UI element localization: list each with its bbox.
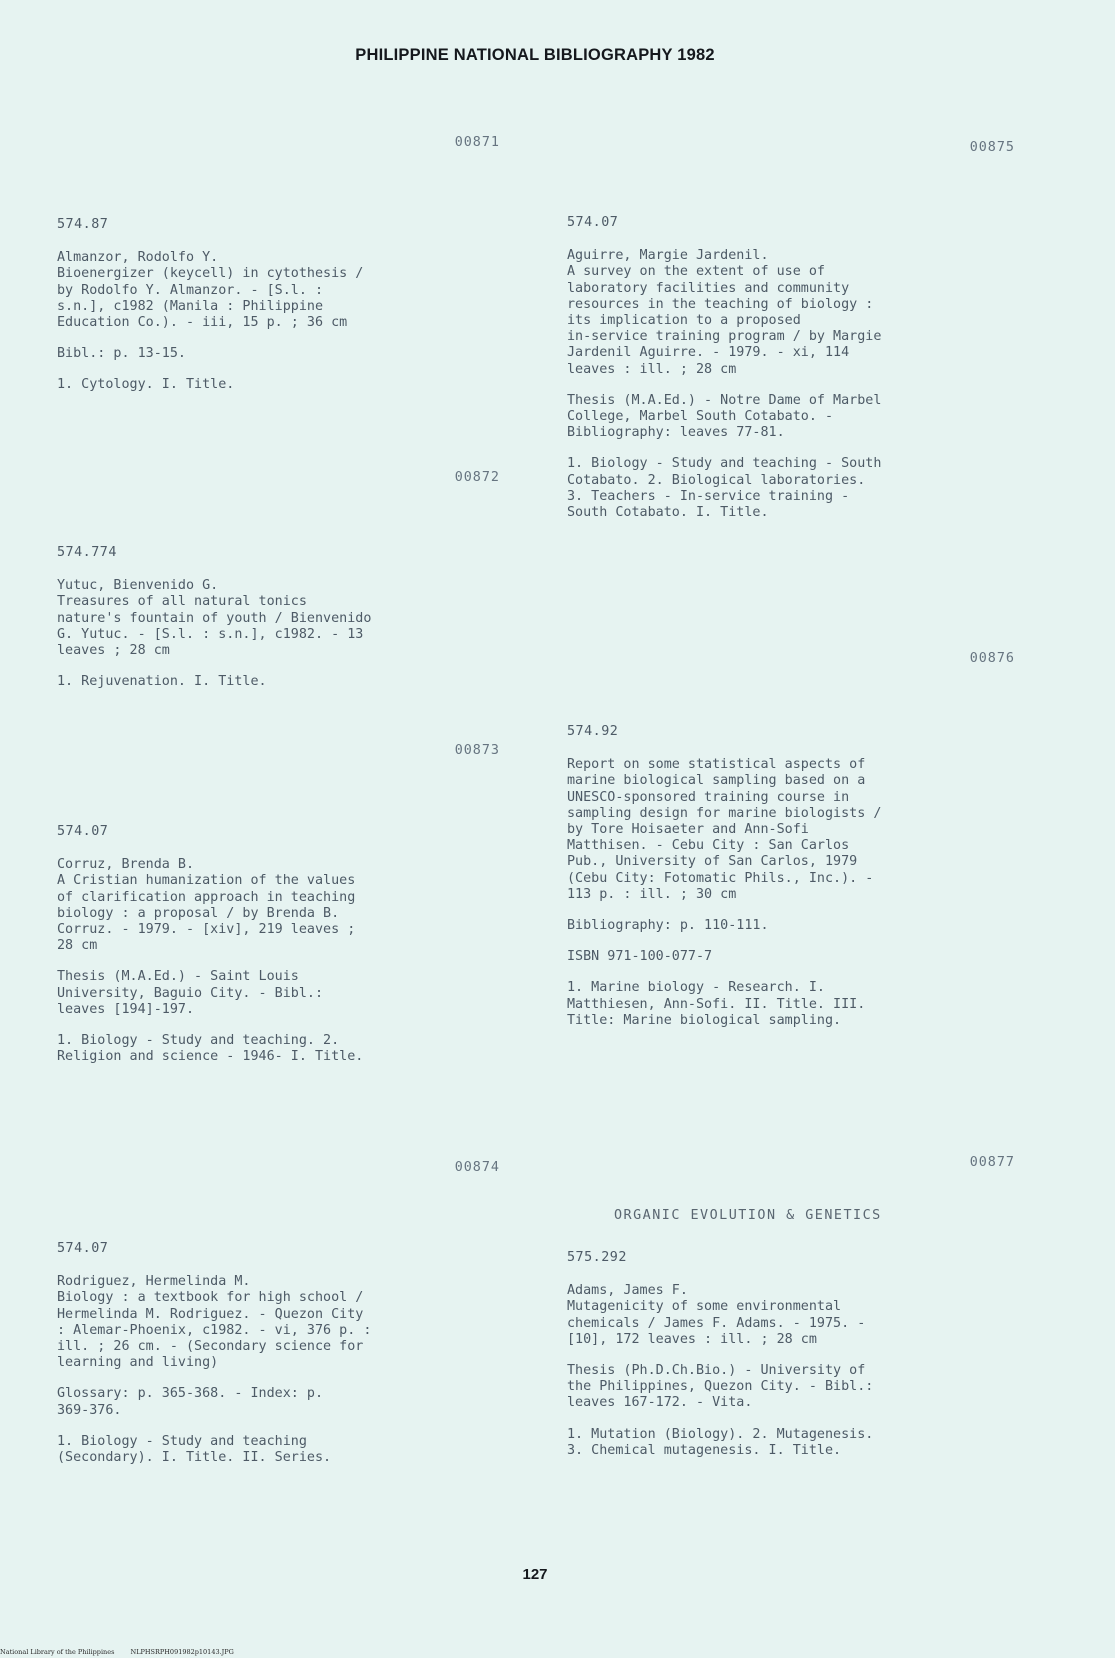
entry-number: 00875	[969, 140, 1015, 155]
entry-subjects: 1. Biology - Study and teaching. 2. Religion and science - 1946- I. Title.	[57, 1033, 364, 1065]
entry-number: 00873	[454, 743, 500, 758]
catalog-entry	[57, 545, 527, 690]
entry-subjects: 1. Biology - Study and teaching (Secondary). I. Title. II. Series.	[57, 1433, 332, 1466]
page-header: PHILIPPINE NATIONAL BIBLIOGRAPHY 1982	[355, 46, 715, 64]
footer-filename: NLPHSRPH091982p10143.JPG	[130, 1648, 234, 1656]
entry-subjects: 1. Mutation (Biology). 2. Mutagenesis. 3. Chemical mutagenesis. I. Title.	[567, 1426, 874, 1458]
catalog-entry	[567, 215, 1057, 521]
classification-number: 574.07	[567, 215, 619, 230]
entry-description: Almanzor, Rodolfo Y. Bioenergizer (keycell) in cytothesis / by Rodolfo Y. Almanzor. - [S.l. : s.n.], c1982 (Manila : Philippine Education Co.). - iii, 15 p. ; 36 cm	[57, 250, 364, 331]
entry-description: Adams, James F. Mutagenicity of some environmental chemicals / James F. Adams. - 1975. - [10], 172 leaves : ill. ; 28 cm	[567, 1283, 866, 1347]
catalog-entry	[567, 1250, 1057, 1459]
classification-number: 575.292	[567, 1250, 627, 1265]
page-number: 127	[522, 1566, 548, 1583]
entry-description: Corruz, Brenda B. A Cristian humanization of the values of clarification approach in teaching biology : a proposal / by Brenda B. Corruz. - 1979. - [xiv], 219 leaves ; 28 cm	[57, 857, 356, 954]
footer-library: National Library of the Philippines	[0, 1648, 115, 1656]
entry-description: Rodriguez, Hermelinda M. Biology : a textbook for high school / Hermelinda M. Rodriguez. - Quezon City : Alemar-Phoenix, c1982. - vi, 376 p. : ill. ; 26 cm. - (Secondary science for learning and living)	[57, 1274, 372, 1371]
entry-subjects: 1. Biology - Study and teaching - South Cotabato. 2. Biological laboratories. 3. Teachers - In-service training - South Cotabato. I. Title.	[567, 456, 882, 521]
entry-subjects: 1. Rejuvenation. I. Title.	[57, 674, 267, 690]
scan-footer	[0, 1648, 234, 1656]
classification-number: 574.07	[57, 824, 109, 839]
entry-number: 00871	[454, 135, 500, 150]
entry-description: Report on some statistical aspects of marine biological sampling based on a UNESCO-sponsored training course in sampling design for marine biologists / by Tore Hoisaeter and Ann-Sofi Matthisen. - Cebu City : San Carlos Pub., University of San Carlos, 1979 (Cebu City: Fotomatic Phils., Inc.). - 113 p. : ill. ; 30 cm	[567, 757, 882, 902]
entry-number: 00872	[454, 470, 500, 485]
classification-number: 574.07	[57, 1241, 109, 1256]
entry-description: Aguirre, Margie Jardenil. A survey on the extent of use of laboratory facilities and community resources in the teaching of biology : its implication to a proposed in-service training program / by Margie Jardenil Aguirre. - 1979. - xi, 114 leaves : ill. ; 28 cm	[567, 248, 882, 377]
entry-subjects: 1. Marine biology - Research. I. Matthiesen, Ann-Sofi. II. Title. III. Title: Marine biological sampling.	[567, 980, 866, 1028]
entry-note: Thesis (Ph.D.Ch.Bio.) - University of the Philippines, Quezon City. - Bibl.: leaves 167-172. - Vita.	[567, 1363, 874, 1411]
entry-number: 00877	[969, 1155, 1015, 1170]
classification-number: 574.87	[57, 217, 109, 232]
entry-note: Bibliography: p. 110-111.	[567, 918, 769, 934]
catalog-entry	[57, 824, 527, 1065]
catalog-entry	[57, 1241, 527, 1466]
entry-number: 00876	[969, 651, 1015, 666]
entry-isbn: ISBN 971-100-077-7	[567, 949, 713, 965]
catalog-entry	[57, 217, 527, 394]
section-heading: ORGANIC EVOLUTION & GENETICS	[614, 1208, 882, 1223]
entry-note: Thesis (M.A.Ed.) - Notre Dame of Marbel College, Marbel South Cotabato. - Bibliography: leaves 77-81.	[567, 392, 882, 441]
catalog-entry	[567, 724, 1057, 1029]
entry-subjects: 1. Cytology. I. Title.	[57, 377, 235, 393]
entry-note: Thesis (M.A.Ed.) - Saint Louis University, Baguio City. - Bibl.: leaves [194]-197.	[57, 969, 324, 1017]
entry-note: Glossary: p. 365-368. - Index: p. 369-376.	[57, 1386, 324, 1418]
entry-description: Yutuc, Bienvenido G. Treasures of all natural tonics nature's fountain of youth / Bienvenido G. Yutuc. - [S.l. : s.n.], c1982. - 13 leaves ; 28 cm	[57, 578, 372, 659]
entry-note: Bibl.: p. 13-15.	[57, 346, 186, 362]
classification-number: 574.774	[57, 545, 117, 560]
entry-number: 00874	[454, 1160, 500, 1175]
classification-number: 574.92	[567, 724, 619, 739]
